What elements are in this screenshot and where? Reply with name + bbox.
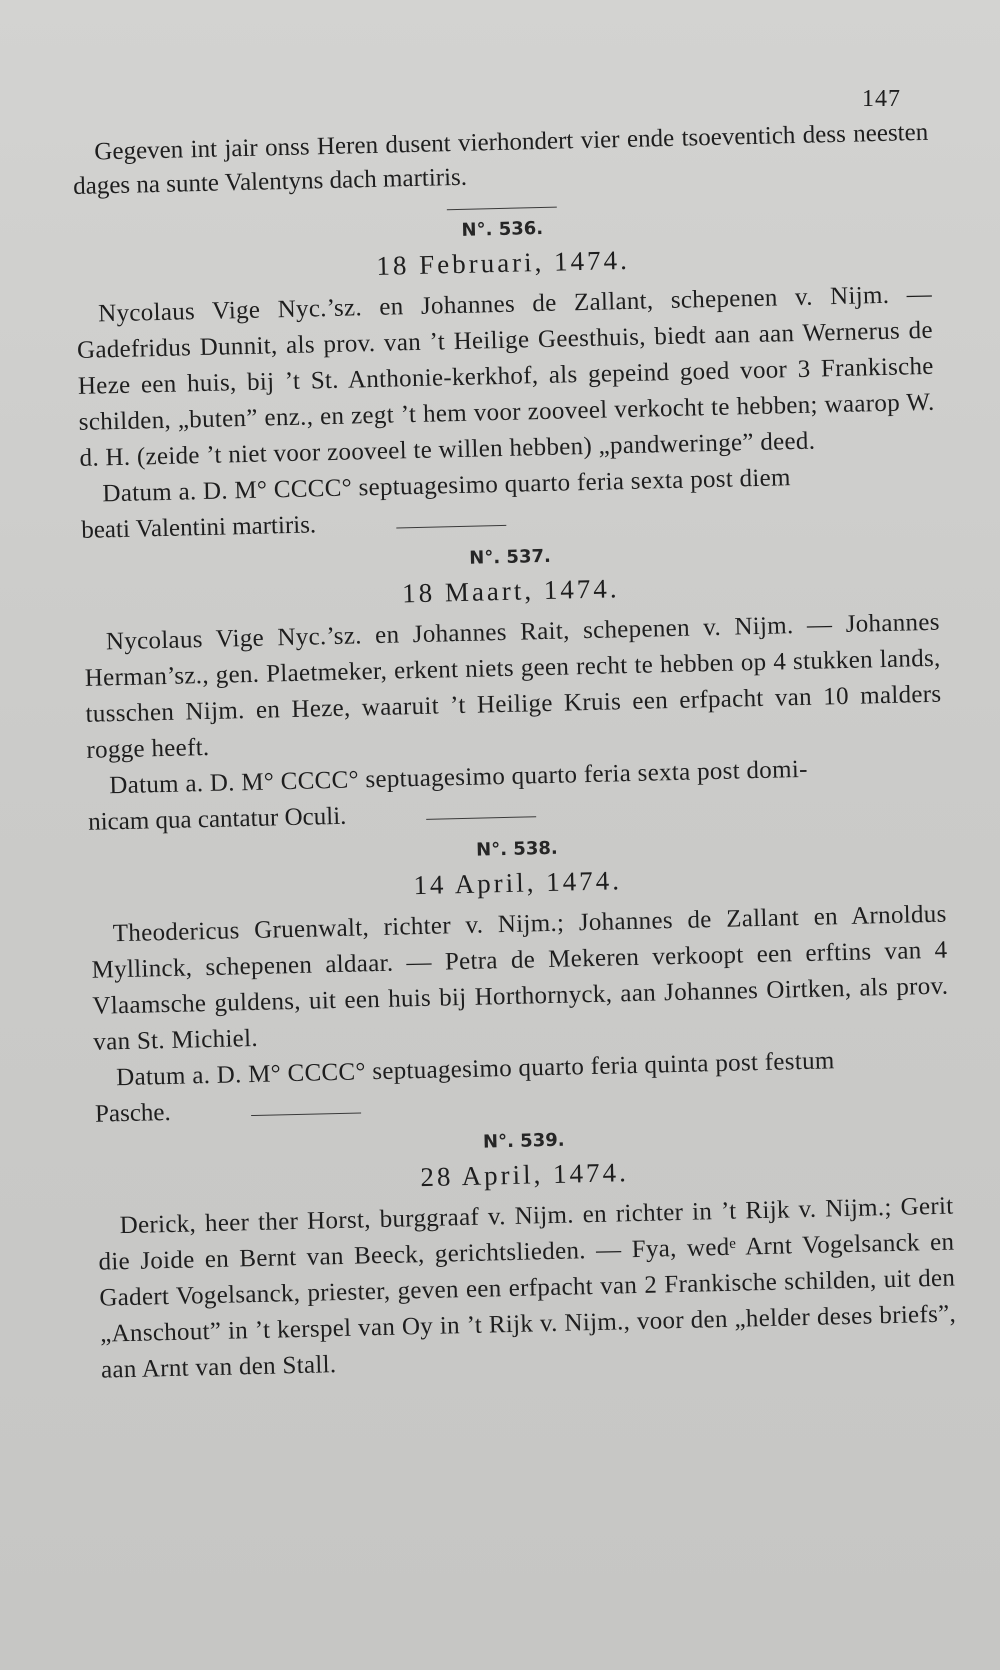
page-content [72, 116, 957, 1389]
entry-datum-end: beati Valentini martiris. [80, 511, 317, 544]
entry-537 [82, 537, 944, 841]
entry-date: 18 Februari, 1474. [376, 244, 631, 281]
entry-datum-end: nicam qua cantatur Oculi. [87, 802, 347, 836]
entry-date: 18 Maart, 1474. [401, 573, 620, 609]
entry-number: N°. 537. [469, 545, 552, 569]
entry-number: N°. 538. [475, 837, 558, 861]
entry-538 [89, 829, 951, 1133]
intro-paragraph: Gegeven int jair onss Heren dusent vierhondert vier ende tsoeventich dess neesten dages na sunte Valentyns dach martiris. [72, 118, 929, 200]
entry-date: 28 April, 1474. [420, 1157, 630, 1193]
section-divider [426, 816, 536, 820]
entry-536 [74, 209, 937, 549]
section-divider [251, 1112, 361, 1116]
entry-body: Nycolaus Vige Nyc.’sz. en Johannes Rait, schepenen v. Nijm. — Johannes Herman’sz., gen. Plaetmeker, erkent niets geen recht te hebben op 4 stukken lands, tusschen Nijm. en Heze, waaruit ’t Heilige Kruis een erfpacht van 10 malders rogge heeft. [84, 608, 942, 764]
entry-number: N°. 539. [482, 1129, 565, 1153]
entry-datum: Datum a. D. M° CCCC° septuagesimo quarto feria sexta post domi- [109, 755, 808, 800]
entry-datum-end: Pasche. [94, 1098, 172, 1128]
entry-number: N°. 536. [461, 217, 544, 241]
entry-body: Theodericus Gruenwalt, richter v. Nijm.; Johannes de Zallant en Arnoldus Myllinck, schepenen aldaar. — Petra de Mekeren verkoopt een erftins van 4 Vlaamsche guldens, uit een huis bij Horthornyck, aan Johannes Oirtken, als prov. van St. Michiel. [91, 900, 949, 1056]
entry-539 [96, 1121, 958, 1389]
section-divider [396, 524, 506, 528]
section-divider [447, 207, 557, 211]
entry-date: 14 April, 1474. [413, 865, 623, 901]
entry-datum: Datum a. D. M° CCCC° septuagesimo quarto feria quinta post festum [115, 1047, 835, 1092]
entry-datum: Datum a. D. M° CCCC° septuagesimo quarto feria sexta post diem [102, 464, 792, 508]
page-number: 147 [862, 86, 901, 112]
entry-body: Derick, heer ther Horst, burggraaf v. Nijm. en richter in ’t Rijk v. Nijm.; Gerit die Joide en Bernt van Beeck, gerichtslieden. — Fya, wedᵉ Arnt Vogelsanck en Gadert Vogelsanck, priester, geven een erfpacht van 2 Frankische schilden, uit den „Anschout” in ’t kerspel van Oy in ’t Rijk v. Nijm., voor den „helder deses briefs”, aan Arnt van den Stall. [98, 1192, 957, 1384]
entry-body: Nycolaus Vige Nyc.’sz. en Johannes de Zallant, schepenen v. Nijm. — Gadefridus Dunnit, als prov. van ’t Heilige Geesthuis, biedt aan aan Wernerus de Heze een huis, bij ’t St. Anthonie-kerkhof, als gepeind goed voor 3 Frankische schilden, „buten” enz., en zegt ’t hem voor zooveel verkocht te hebben; waarop W. d. H. (zeide ’t niet voor zooveel te willen hebben) „pandweringe” deed. [76, 280, 935, 472]
